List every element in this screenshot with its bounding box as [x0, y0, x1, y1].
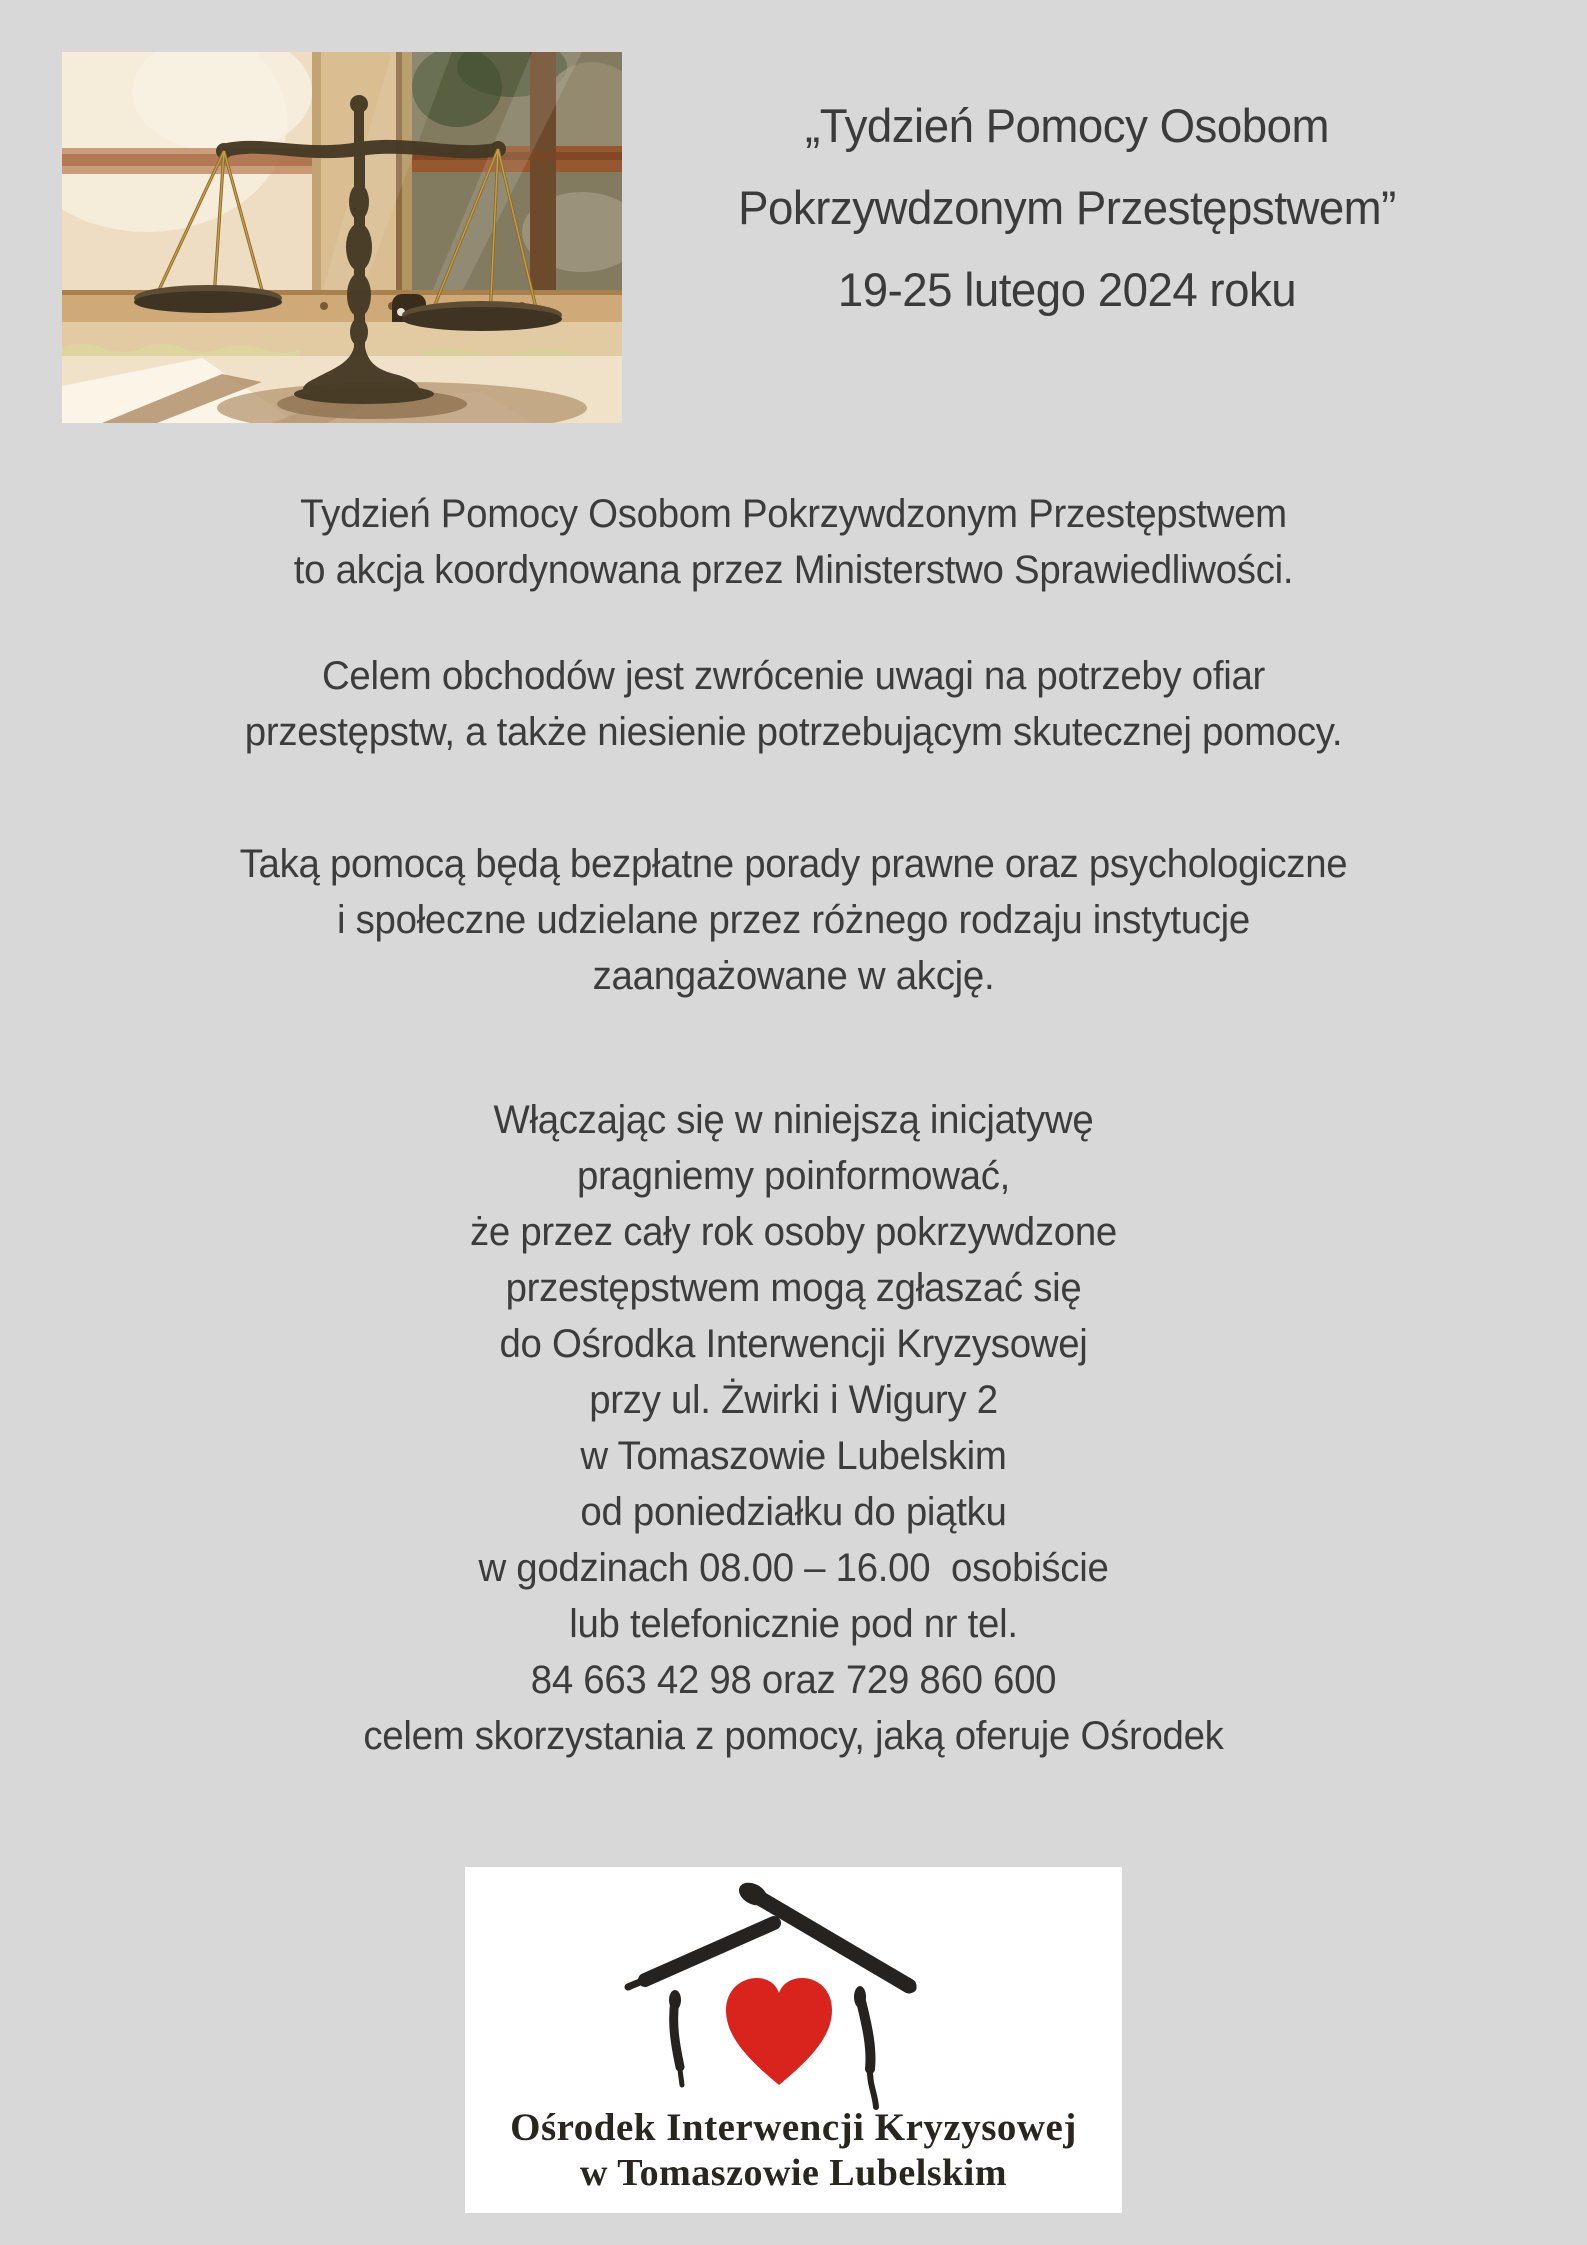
- paragraph-line: celem skorzystania z pomocy, jaką oferuje Ośrodek: [363, 1714, 1224, 1758]
- paragraph-3: [0, 836, 1587, 1004]
- paragraph-line: przy ul. Żwirki i Wigury 2: [589, 1378, 998, 1422]
- paragraph-line: 84 663 42 98 oraz 729 860 600: [530, 1658, 1057, 1702]
- title-line-3: 19-25 lutego 2024 roku: [837, 263, 1297, 316]
- paragraph-line: w Tomaszowie Lubelskim: [580, 1434, 1007, 1478]
- logo-box: [465, 1867, 1122, 2213]
- paragraph-line: lub telefonicznie pod nr tel.: [569, 1602, 1018, 1646]
- heart-icon: [726, 1978, 832, 2085]
- justice-scales-photo: [62, 52, 622, 423]
- paragraph-line: przestępstwem mogą zgłaszać się: [505, 1266, 1082, 1310]
- title-line-2: Pokrzywdzonym Przestępstwem”: [738, 181, 1396, 234]
- logo-org-city: w Tomaszowie Lubelskim: [580, 2152, 1007, 2194]
- poster-title: [547, 85, 1587, 331]
- justice-scales-illustration: [62, 52, 622, 423]
- paragraph-2: [0, 648, 1587, 760]
- paragraph-line: od poniedziałku do piątku: [580, 1490, 1007, 1534]
- paragraph-line: pragniemy poinformować,: [576, 1154, 1011, 1198]
- paragraph-line: zaangażowane w akcję.: [592, 954, 995, 998]
- paragraph-line: przestępstw, a także niesienie potrzebującym skutecznej pomocy.: [244, 710, 1343, 754]
- logo-org-name: Ośrodek Interwencji Kryzysowej: [510, 2106, 1077, 2149]
- paragraph-1: [0, 486, 1587, 598]
- paragraph-line: Włączając się w niniejszą inicjatywę: [493, 1098, 1094, 1142]
- paragraph-4: [0, 1092, 1587, 1764]
- paragraph-line: i społeczne udzielane przez różnego rodzaju instytucje: [337, 898, 1250, 942]
- paragraph-line: do Ośrodka Interwencji Kryzysowej: [499, 1322, 1088, 1366]
- title-line-1: „Tydzień Pomocy Osobom: [805, 99, 1329, 152]
- paragraph-line: Taką pomocą będą bezpłatne porady prawne oraz psychologiczne: [239, 842, 1348, 886]
- paragraph-line: że przez cały rok osoby pokrzywdzone: [469, 1210, 1117, 1254]
- paragraph-line: to akcja koordynowana przez Ministerstwo Sprawiedliwości.: [293, 548, 1294, 592]
- paragraph-line: Celem obchodów jest zwrócenie uwagi na potrzeby ofiar: [321, 654, 1266, 698]
- paragraph-line: w godzinach 08.00 – 16.00 osobiście: [478, 1546, 1109, 1590]
- paragraph-line: Tydzień Pomocy Osobom Pokrzywdzonym Przestępstwem: [300, 492, 1287, 536]
